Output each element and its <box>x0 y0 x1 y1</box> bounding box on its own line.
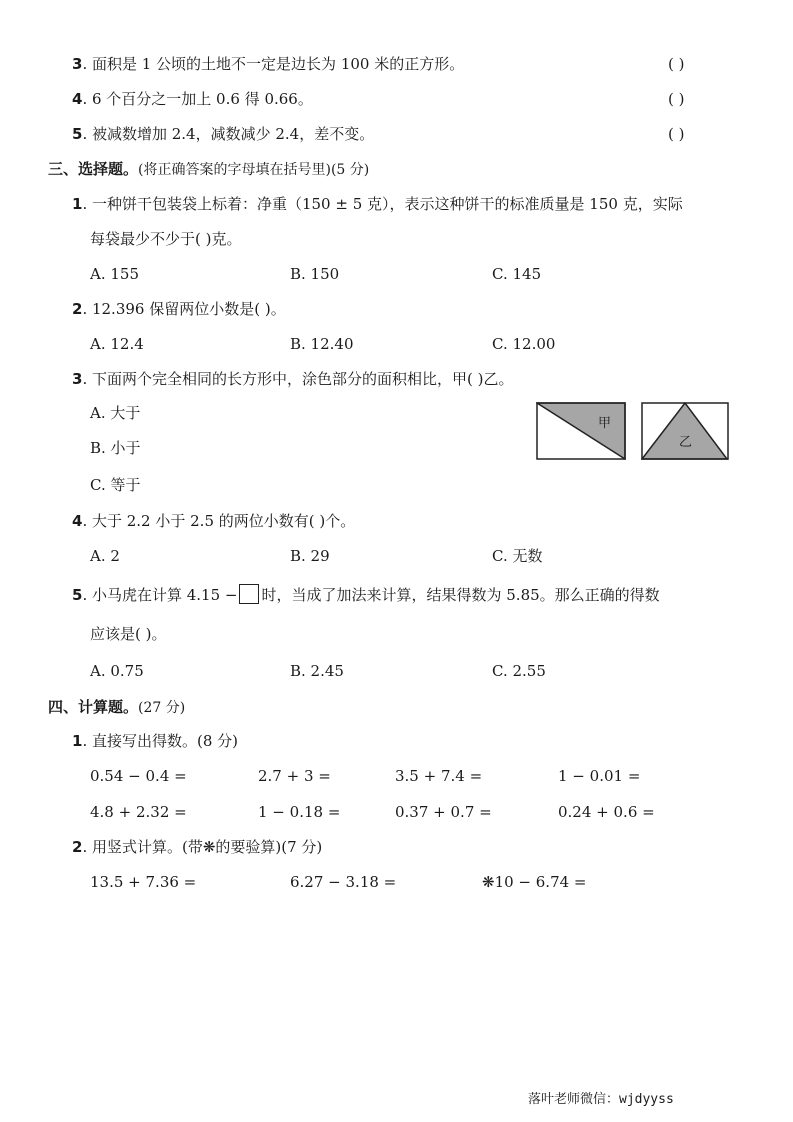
answer-parentheses[interactable]: ( ) <box>668 125 685 143</box>
blank-box[interactable] <box>239 584 259 604</box>
expression: ❋10 − 6.74 = <box>482 873 587 891</box>
section-score: (5 分) <box>330 162 370 178</box>
option-b[interactable]: B. 150 <box>290 265 340 283</box>
judge-item-4 <box>72 89 313 109</box>
expression: 4.8 + 2.32 = <box>90 803 187 821</box>
option-a[interactable]: A. 0.75 <box>90 662 144 680</box>
question-number: 4 <box>72 512 83 530</box>
answer-parentheses[interactable]: ( ) <box>668 55 685 73</box>
expression: 1 − 0.01 = <box>558 767 641 785</box>
question-number: 2 <box>72 838 83 856</box>
question-text: . 直接写出得数。(8 分) <box>82 732 238 750</box>
section-3-heading <box>48 159 369 180</box>
question-text: . 用竖式计算。(带❋的要验算)(7 分) <box>82 838 323 856</box>
question-text: . 一种饼干包装袋上标着：净重（150 ± 5 克），表示这种饼干的标准质量是 150 克，实际 <box>82 195 683 213</box>
option-a[interactable]: A. 155 <box>90 265 139 283</box>
choice-question-4 <box>72 511 355 531</box>
expression: 1 − 0.18 = <box>258 803 341 821</box>
item-number: 3 <box>72 55 83 73</box>
calc-question-2 <box>72 837 322 857</box>
option-c[interactable]: C. 无数 <box>492 547 543 565</box>
shaded-triangle-jia <box>537 403 625 459</box>
item-text: . 6 个百分之一加上 0.6 得 0.66。 <box>82 90 313 108</box>
question-text: . 12.396 保留两位小数是( )。 <box>82 300 286 318</box>
answer-parentheses[interactable]: ( ) <box>668 90 685 108</box>
option-c[interactable]: C. 145 <box>492 265 542 283</box>
expression: 13.5 + 7.36 = <box>90 873 197 891</box>
footer-contact: 落叶老师微信：wjdyyss <box>528 1092 674 1107</box>
item-number: 5 <box>72 125 83 143</box>
question-text-line2: 每袋最少不少于( )克。 <box>90 230 242 248</box>
judge-item-5 <box>72 124 374 144</box>
question-number: 2 <box>72 300 83 318</box>
section-title: 三、选择题。 <box>48 160 139 178</box>
option-c[interactable]: C. 12.00 <box>492 335 556 353</box>
option-b[interactable]: B. 小于 <box>90 439 141 457</box>
shaded-triangle-yi <box>642 403 727 459</box>
expression: 0.37 + 0.7 = <box>395 803 492 821</box>
item-number: 4 <box>72 90 83 108</box>
expression: 0.24 + 0.6 = <box>558 803 655 821</box>
question-text: . 大于 2.2 小于 2.5 的两位小数有( )个。 <box>82 512 356 530</box>
choice-question-3 <box>72 369 513 389</box>
section-score: (27 分) <box>138 700 186 716</box>
question-text: . 小马虎在计算 4.15 − <box>82 586 238 604</box>
choice-question-1 <box>72 194 683 214</box>
section-note: (将正确答案的字母填在括号里) <box>138 162 331 178</box>
question-number: 5 <box>72 586 83 604</box>
rectangle-yi-figure <box>641 402 729 460</box>
rectangle-jia-figure <box>536 402 626 460</box>
section-title: 四、计算题。 <box>48 698 139 716</box>
choice-question-2 <box>72 299 286 319</box>
option-b[interactable]: B. 2.45 <box>290 662 344 680</box>
judge-item-3 <box>72 54 464 74</box>
item-text: . 被减数增加 2.4，减数减少 2.4，差不变。 <box>82 125 375 143</box>
expression: 3.5 + 7.4 = <box>395 767 483 785</box>
option-a[interactable]: A. 大于 <box>90 404 141 422</box>
label-yi: 乙 <box>679 435 693 450</box>
option-a[interactable]: A. 12.4 <box>90 335 144 353</box>
option-b[interactable]: B. 29 <box>290 547 330 565</box>
question-text: . 下面两个完全相同的长方形中，涂色部分的面积相比，甲( )乙。 <box>82 370 514 388</box>
section-4-heading <box>48 697 185 718</box>
question-text-line2: 应该是( )。 <box>90 625 167 643</box>
question-number: 1 <box>72 195 83 213</box>
option-b[interactable]: B. 12.40 <box>290 335 354 353</box>
expression: 6.27 − 3.18 = <box>290 873 397 891</box>
expression: 0.54 − 0.4 = <box>90 767 187 785</box>
item-text: . 面积是 1 公顷的土地不一定是边长为 100 米的正方形。 <box>82 55 465 73</box>
option-a[interactable]: A. 2 <box>90 547 120 565</box>
calc-question-1 <box>72 731 238 751</box>
label-jia: 甲 <box>598 416 612 431</box>
question-number: 3 <box>72 370 83 388</box>
question-text: 时，当成了加法来计算，结果得数为 5.85。那么正确的得数 <box>261 586 660 604</box>
option-c[interactable]: C. 等于 <box>90 476 141 494</box>
option-c[interactable]: C. 2.55 <box>492 662 546 680</box>
choice-question-5 <box>72 584 660 605</box>
expression: 2.7 + 3 = <box>258 767 331 785</box>
question-number: 1 <box>72 732 83 750</box>
